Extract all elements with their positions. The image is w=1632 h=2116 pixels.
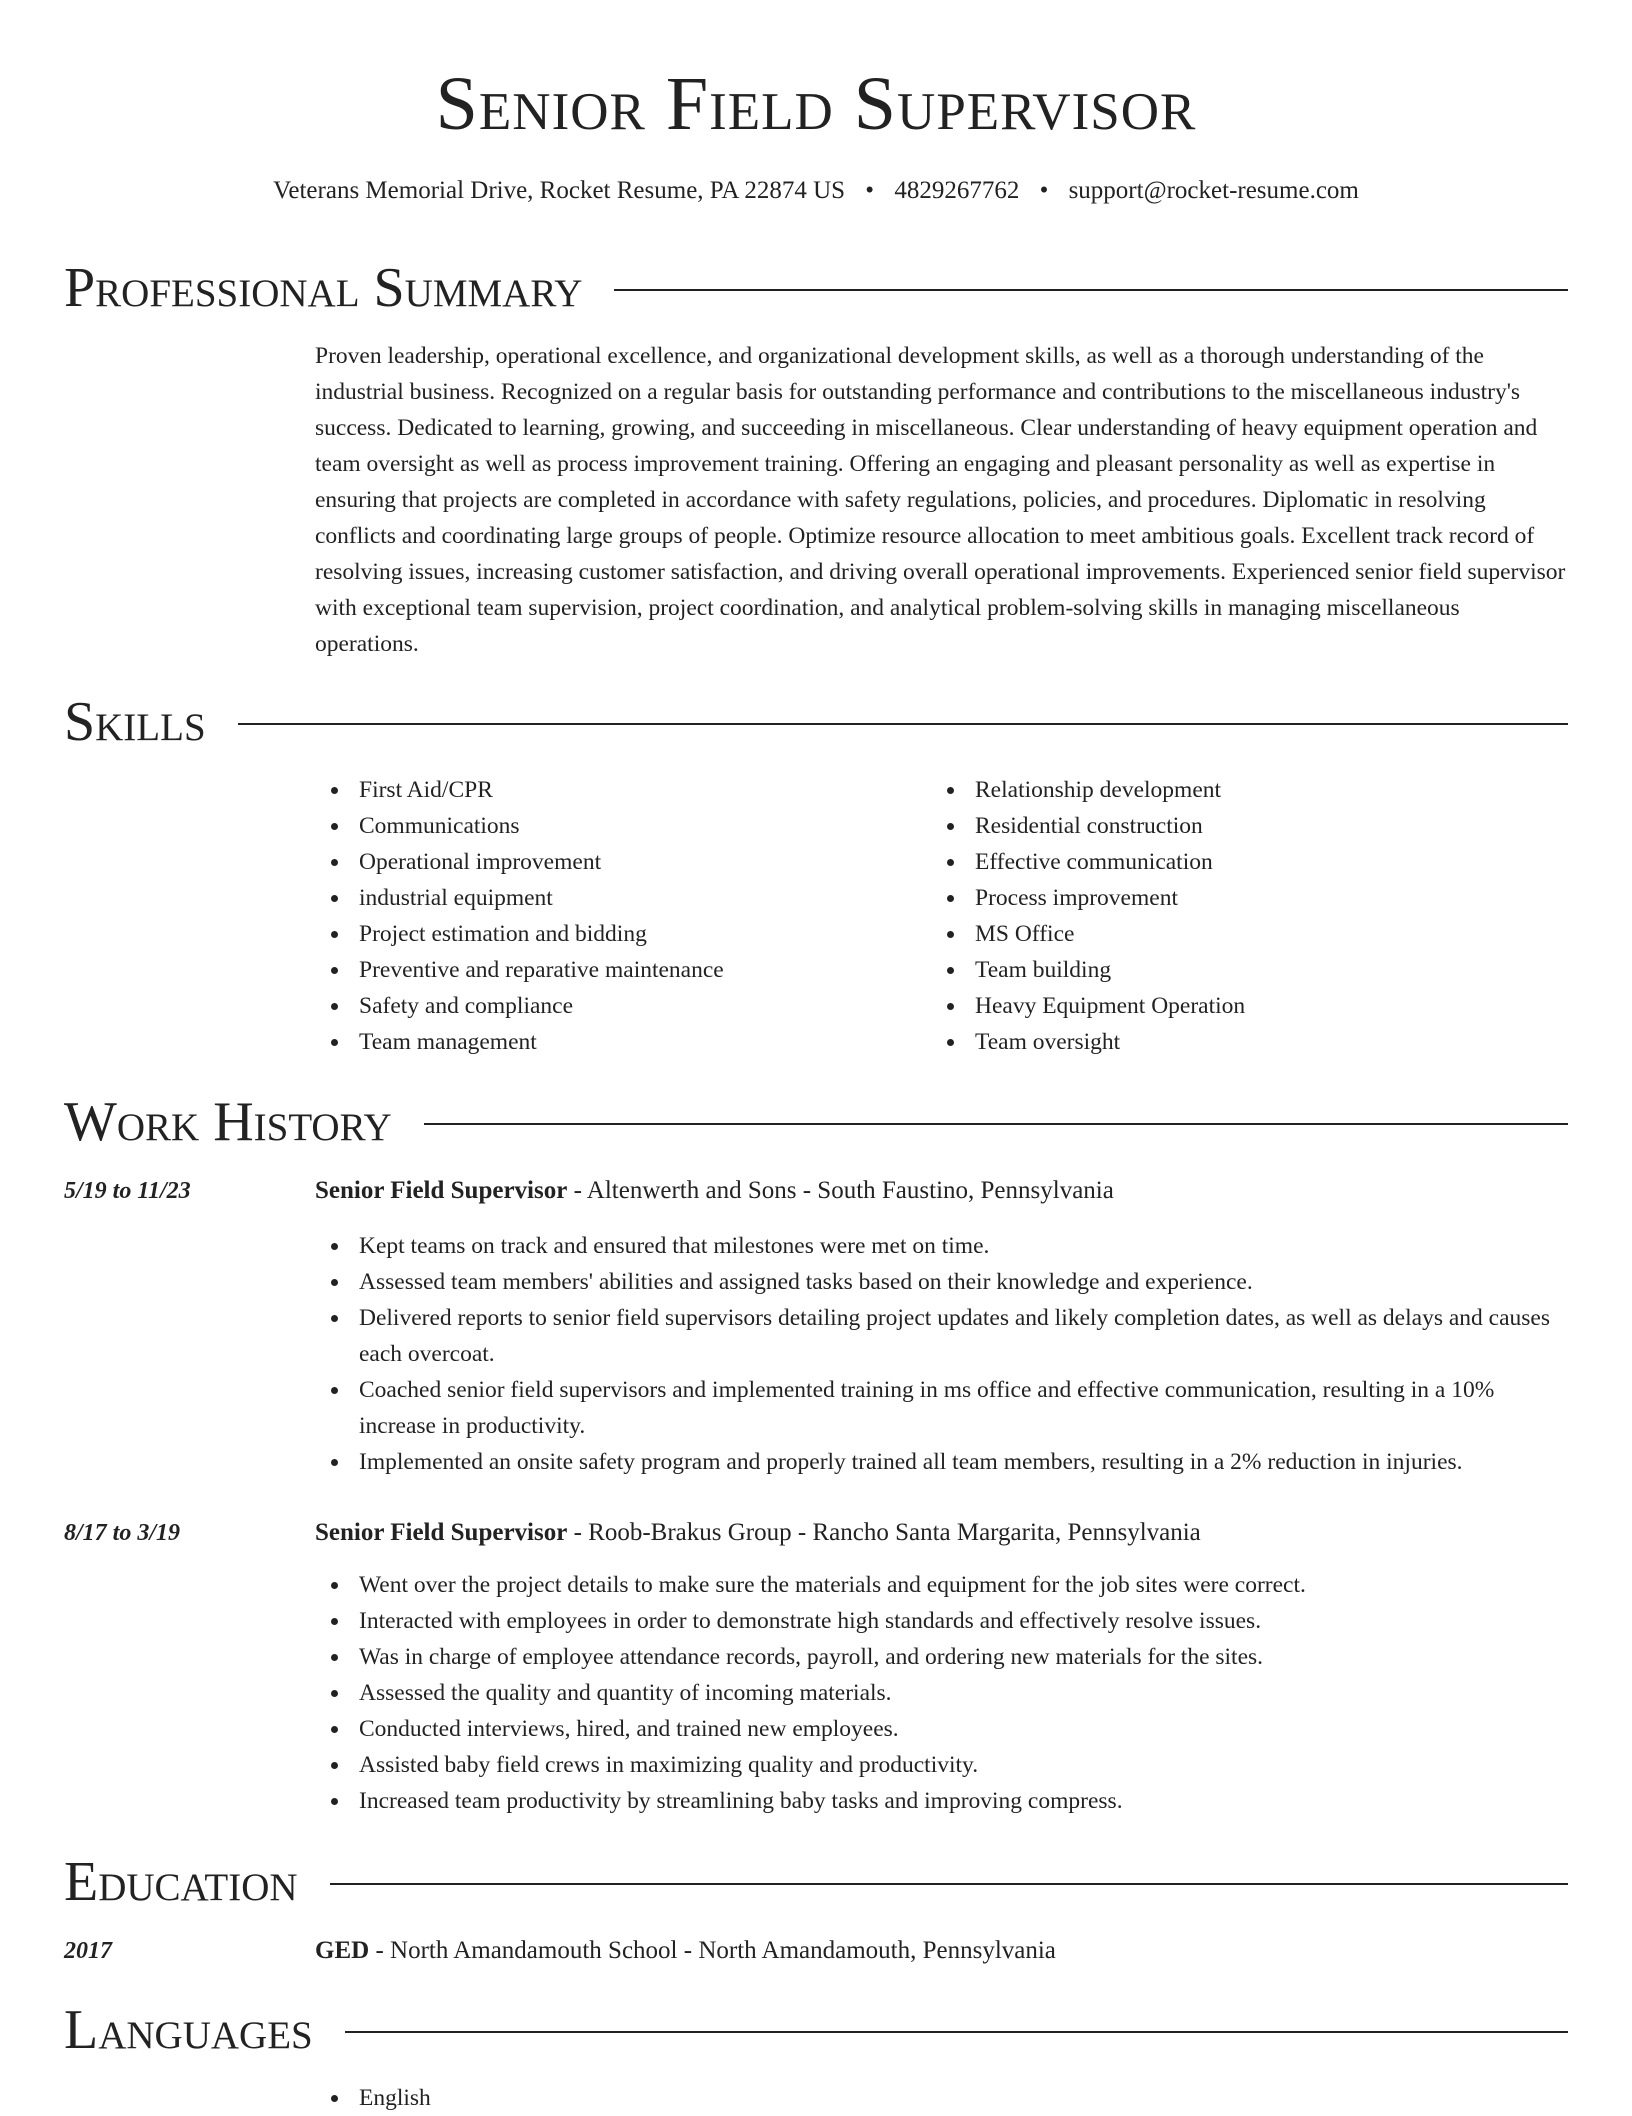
contact-separator: • (865, 177, 875, 204)
job-bullet: Delivered reports to senior field supervisors detailing project updates and likely completion dates, as well as delays and causes each overcoat. (359, 1300, 1568, 1372)
job-bullet: Was in charge of employee attendance records, payroll, and ordering new materials for the sites. (359, 1639, 1568, 1675)
job-dates: 8/17 to 3/19 (64, 1520, 181, 1546)
section-divider (614, 289, 1568, 291)
skills-column-left (315, 772, 875, 1060)
job-title: Senior Field Supervisor (315, 1177, 568, 1204)
skill-item: industrial equipment (359, 880, 875, 916)
skill-item: Operational improvement (359, 844, 875, 880)
section-divider (345, 2031, 1568, 2033)
skill-item: Communications (359, 808, 875, 844)
education-section-title: Education (64, 1851, 298, 1913)
skill-item: First Aid/CPR (359, 772, 875, 808)
work-section-header (64, 1090, 1568, 1154)
contact-phone: 4829267762 (894, 177, 1020, 204)
skill-item: Preventive and reparative maintenance (359, 952, 875, 988)
skills-section-header (64, 690, 1568, 754)
skill-item: Residential construction (975, 808, 1491, 844)
job-title: Senior Field Supervisor (315, 1519, 568, 1546)
summary-section-header (64, 256, 1568, 320)
job-bullet: Increased team productivity by streamlining baby tasks and improving compress. (359, 1783, 1568, 1819)
skill-item: Process improvement (975, 880, 1491, 916)
skill-item: Team management (359, 1024, 875, 1060)
section-divider (238, 723, 1568, 725)
job-bullet: Coached senior field supervisors and implemented training in ms office and effective communication, resulting in a 10% increase in productivity. (359, 1372, 1568, 1444)
job-bullet: Conducted interviews, hired, and trained new employees. (359, 1711, 1568, 1747)
skill-item: Effective communication (975, 844, 1491, 880)
job-heading (315, 1173, 1568, 1209)
education-year: 2017 (64, 1938, 112, 1964)
skill-item: Heavy Equipment Operation (975, 988, 1491, 1024)
job-bullet: Assessed the quality and quantity of incoming materials. (359, 1675, 1568, 1711)
section-divider (330, 1883, 1568, 1885)
languages-section-title: Languages (64, 1999, 313, 2061)
job-bullets (315, 1228, 1568, 1480)
work-section-title: Work History (64, 1091, 392, 1153)
skill-item: Relationship development (975, 772, 1491, 808)
skill-item: Team oversight (975, 1024, 1491, 1060)
language-item: English (359, 2080, 1568, 2116)
skills-section-title: Skills (64, 691, 206, 753)
contact-separator: • (1039, 177, 1049, 204)
job-employer: - Roob-Brakus Group - Rancho Santa Margarita, Pennsylvania (567, 1519, 1201, 1546)
education-school: - North Amandamouth School - North Amandamouth, Pennsylvania (369, 1937, 1056, 1964)
resume-name: Senior Field Supervisor (435, 62, 1197, 146)
job-bullet: Assessed team members' abilities and assigned tasks based on their knowledge and experience. (359, 1264, 1568, 1300)
contact-address: Veterans Memorial Drive, Rocket Resume, PA 22874 US (273, 177, 846, 204)
education-degree: GED (315, 1937, 370, 1964)
job-bullet: Kept teams on track and ensured that milestones were met on time. (359, 1228, 1568, 1264)
skill-item: Team building (975, 952, 1491, 988)
summary-section-title: Professional Summary (64, 257, 583, 319)
job-dates: 5/19 to 11/23 (64, 1178, 191, 1204)
job-bullet: Implemented an onsite safety program and properly trained all team members, resulting in a 2% reduction in injuries. (359, 1444, 1568, 1480)
skill-item: Project estimation and bidding (359, 916, 875, 952)
skill-item: MS Office (975, 916, 1491, 952)
job-bullet: Went over the project details to make sure the materials and equipment for the job sites were correct. (359, 1567, 1568, 1603)
education-section-header (64, 1850, 1568, 1914)
job-heading (315, 1515, 1568, 1551)
contact-email: support@rocket-resume.com (1068, 177, 1359, 204)
job-bullet: Assisted baby field crews in maximizing quality and productivity. (359, 1747, 1568, 1783)
summary-text: Proven leadership, operational excellence, and organizational development skills, as well as a thorough understanding of the industrial business. Recognized on a regular basis for outstanding performance and contributions to the miscellaneous industry's success. Dedicated to learning, growing, and succeeding in miscellaneous. Clear understanding of heavy equipment operation and team oversight as well as process improvement training. Offering an engaging and pleasant personality as well as expertise in ensuring that projects are completed in accordance with safety regulations, policies, and procedures. Diplomatic in resolving conflicts and coordinating large groups of people. Optimize resource allocation to meet ambitious goals. Excellent track record of resolving issues, increasing customer satisfaction, and driving overall operational improvements. Experienced senior field supervisor with exceptional team supervision, project coordination, and analytical problem-solving skills in managing miscellaneous operations. (315, 343, 1566, 657)
job-employer: - Altenwerth and Sons - South Faustino, Pennsylvania (567, 1177, 1114, 1204)
job-bullet: Interacted with employees in order to demonstrate high standards and effectively resolve issues. (359, 1603, 1568, 1639)
job-bullets (315, 1567, 1568, 1819)
contact-line (0, 174, 1632, 208)
education-heading (315, 1933, 1568, 1969)
section-divider (424, 1123, 1568, 1125)
languages-section-header (64, 1998, 1568, 2062)
languages-list (315, 2080, 1568, 2116)
skills-column-right (931, 772, 1491, 1060)
skill-item: Safety and compliance (359, 988, 875, 1024)
